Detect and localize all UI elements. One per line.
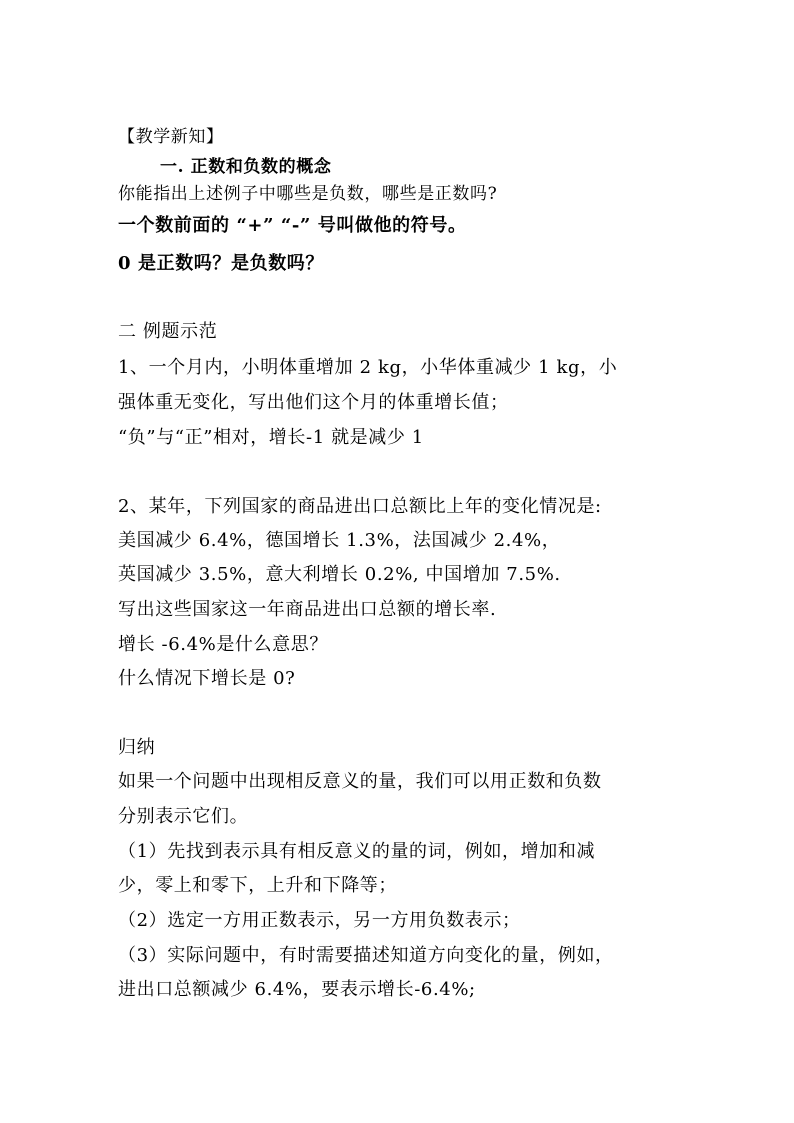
example1-line3: “负”与“正”相对，增长-1 就是减少 1 [118, 427, 424, 448]
zero-question: 0 是正数吗？是负数吗？ [118, 253, 324, 274]
summary-line1: 如果一个问题中出现相反意义的量，我们可以用正数和负数 [118, 771, 602, 792]
examples-heading: 二 例题示范 [118, 321, 218, 342]
section-new-heading: 【教学新知】 [118, 127, 224, 147]
summary-item2: （2）选定一方用正数表示，另一方用负数表示； [118, 910, 521, 931]
example1-line1: 1、一个月内，小明体重增加 2 kg，小华体重减少 1 kg，小 [118, 357, 618, 378]
summary-heading: 归纳 [118, 737, 156, 758]
question-identify: 你能指出上述例子中哪些是负数，哪些是正数吗? [118, 184, 498, 204]
example2-line1: 2、某年，下列国家的商品进出口总额比上年的变化情况是: [118, 496, 602, 517]
example2-line2: 美国减少 6.4%，德国增长 1.3%，法国减少 2.4%， [118, 530, 561, 551]
example2-line3: 英国减少 3.5%，意大利增长 0.2%, 中国增加 7.5%. [118, 564, 561, 585]
summary-item3-line2: 进出口总额减少 6.4%，要表示增长-6.4%; [118, 979, 476, 1000]
summary-item1-line1: （1）先找到表示具有相反意义的量的词，例如，增加和减 [118, 841, 596, 862]
example2-line6: 什么情况下增长是 0? [118, 668, 296, 689]
summary-line2: 分别表示它们。 [118, 806, 249, 827]
example2-line5: 增长 -6.4%是什么意思？ [118, 634, 328, 655]
concept-heading: 一. 正数和负数的概念 [160, 157, 332, 177]
example2-line4: 写出这些国家这一年商品进出口总额的增长率. [118, 599, 497, 620]
summary-item1-line2: 少，零上和零下，上升和下降等； [118, 875, 397, 896]
example1-line2: 强体重无变化，写出他们这个月的体重增长值； [118, 392, 509, 413]
sign-definition: 一个数前面的 “+” “-” 号叫做他的符号。 [118, 215, 467, 236]
summary-item3-line1: （3）实际问题中，有时需要描述知道方向变化的量，例如， [118, 945, 614, 966]
